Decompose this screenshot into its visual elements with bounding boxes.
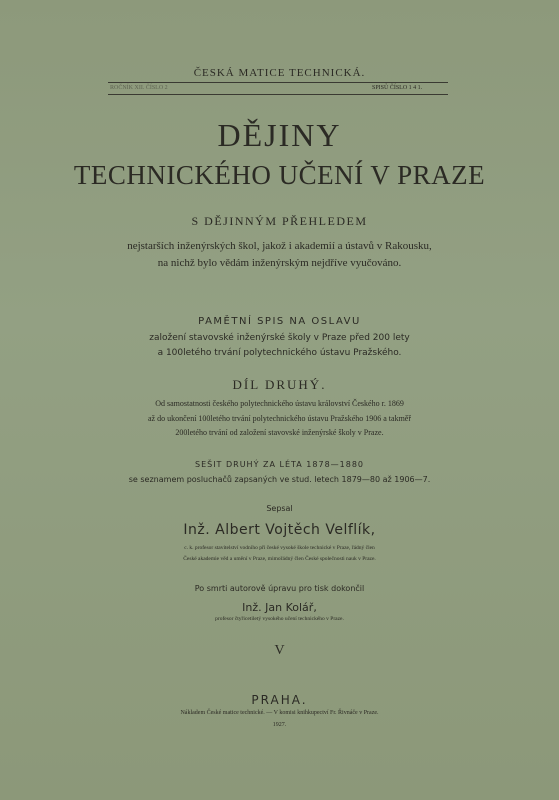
memo-line-1: založení stavovské inženýrské školy v Praze před 200 lety: [149, 333, 410, 343]
place: PRAHA.: [251, 693, 308, 707]
author-title-line-1: c. k. profesor stavitelství vodního při české vysoké škole technické v Praze, řádný člen: [184, 545, 375, 551]
memo-heading: PAMĚTNÍ SPIS NA OSLAVU: [198, 316, 361, 327]
editor-name: Inž. Jan Kolář,: [242, 601, 317, 614]
title-line-1: DĚJINY: [217, 117, 342, 153]
title-line-2: TECHNICKÉHO UČENÍ V PRAZE: [73, 160, 486, 190]
part-line-2: až do ukončení 100letého trvání polytechnického ústavu Pražského 1906 a takměř: [147, 414, 412, 423]
top-rule: [108, 82, 448, 83]
author-title-line-2: České akademie věd a umění v Praze, mimořádný člen České společnosti nauk v Praze.: [183, 556, 376, 562]
printer-mark: V: [274, 643, 285, 658]
publisher: Nákladem České matice technické. — V komisi knihkupectví Fr. Řivnáče v Praze.: [180, 710, 379, 716]
subtitle-line-1: nejstarších inženýrských škol, jakož i akademií a ústavů v Rakousku,: [127, 240, 432, 252]
part-line-1: Od samostatnosti českého polytechnického ústavu království Českého r. 1869: [155, 399, 404, 408]
year: 1927.: [272, 722, 287, 728]
posthumous-note: Po smrti autorově úpravu pro tisk dokončil: [194, 584, 365, 593]
part-heading: DÍL DRUHÝ.: [232, 377, 327, 392]
written-by: Sepsal: [266, 504, 293, 513]
editor-title: profesor čtyřicetiletý vysokého učení technického v Praze.: [215, 616, 344, 622]
subtitle-line-2: na nichž bylo vědám inženýrským nejdříve vyučováno.: [157, 257, 402, 269]
issue-heading: SEŠIT DRUHÝ ZA LÉTA 1878—1880: [194, 460, 365, 469]
bottom-rule: [108, 94, 448, 95]
subtitle: S DĚJINNÝM PŘEHLEDEM: [191, 214, 368, 228]
author-name: Inž. Albert Vojtěch Velflík,: [183, 522, 376, 538]
series-number: SPISŮ ČÍSLO 1 4 1.: [372, 85, 423, 91]
series-name: ČESKÁ MATICE TECHNICKÁ.: [193, 67, 366, 79]
issue-line-1: se seznamem posluchačů zapsaných ve stud. letech 1879—80 až 1906—7.: [128, 475, 431, 484]
part-line-3: 200letého trvání od založení stavovské inženýrské školy v Praze.: [175, 428, 384, 437]
memo-line-2: a 100letého trvání polytechnického ústavu Pražského.: [157, 348, 402, 358]
series-volume: ROČNÍK XII. ČÍSLO 2: [110, 85, 168, 91]
